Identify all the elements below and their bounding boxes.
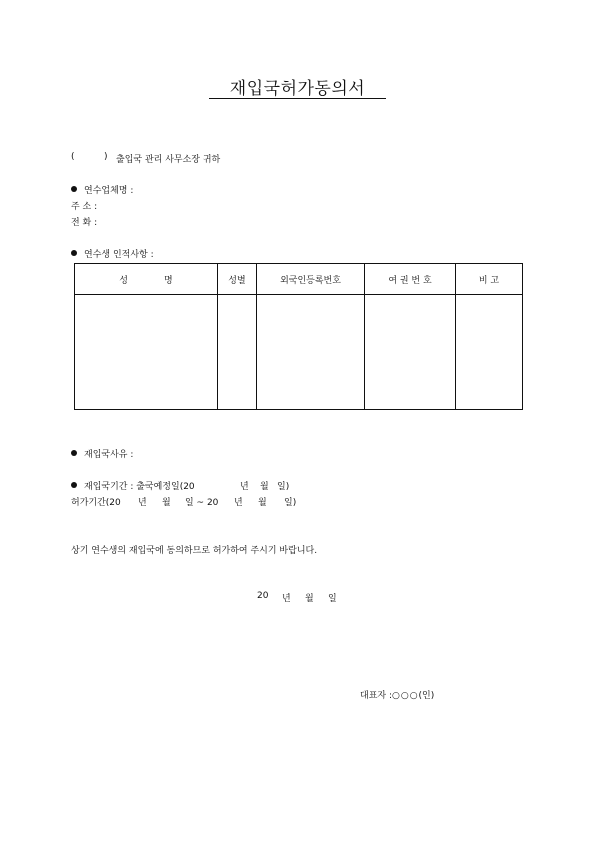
permit-month-unit-2: 월	[258, 498, 267, 508]
col-name-family: 성	[119, 275, 128, 286]
period-month-unit: 월	[260, 482, 269, 492]
date-day-unit: 일	[328, 594, 337, 604]
period-day-unit: 일)	[277, 482, 290, 492]
trainee-section-row	[71, 247, 154, 260]
reason-row	[71, 447, 133, 460]
permit-period-label: 허가기간(20	[71, 498, 121, 508]
col-alien-reg-no: 외국인등록번호	[257, 264, 365, 295]
col-passport-no: 여 권 번 호	[365, 264, 456, 295]
permit-year-unit: 년	[138, 498, 147, 508]
cell-remarks[interactable]	[456, 295, 523, 410]
cell-name[interactable]	[75, 295, 218, 410]
bullet-icon	[71, 450, 77, 456]
title-underline	[209, 98, 386, 99]
cell-alien-reg-no[interactable]	[257, 295, 365, 410]
seal-mark: (인)	[418, 691, 435, 701]
addressee-text: 출입국 관리 사무소장 귀하	[116, 155, 221, 165]
col-remarks: 비 고	[456, 264, 523, 295]
bullet-icon	[71, 186, 77, 192]
permit-day-to: 일 ~ 20	[185, 498, 219, 508]
permit-year-unit-2: 년	[234, 498, 243, 508]
period-row	[71, 479, 195, 492]
cell-gender[interactable]	[218, 295, 257, 410]
date-year-unit: 년	[282, 594, 291, 604]
addressee-paren-close: )	[104, 152, 108, 162]
addressee-paren-open: (	[71, 152, 75, 162]
permit-day-unit-2: 일)	[284, 498, 297, 508]
period-label: 재입국기간 : 출국예정일(20	[84, 482, 195, 492]
signature-name: ○○○	[391, 691, 419, 701]
company-name-label: 연수업체명 :	[84, 186, 134, 196]
bullet-icon	[71, 250, 77, 256]
col-gender: 성별	[218, 264, 257, 295]
date-month-unit: 월	[305, 594, 314, 604]
col-name-given: 명	[164, 275, 173, 286]
permit-month-unit: 월	[162, 498, 171, 508]
company-name-row	[71, 183, 133, 196]
date-year-prefix: 20	[257, 591, 269, 601]
document-title: 재입국허가동의서	[229, 79, 366, 99]
trainee-table	[74, 263, 523, 410]
period-year-unit: 년	[240, 482, 249, 492]
company-address-label: 주 소 :	[71, 202, 98, 212]
cell-passport-no[interactable]	[365, 295, 456, 410]
col-name	[75, 264, 218, 295]
table-row	[75, 295, 523, 410]
consent-statement: 상기 연수생의 재입국에 동의하므로 허가하여 주시기 바랍니다.	[71, 546, 318, 556]
signature-label: 대표자 :	[360, 691, 392, 701]
reason-label: 재입국사유 :	[84, 450, 134, 460]
bullet-icon	[71, 482, 77, 488]
signature-row	[360, 688, 434, 701]
table-header-row	[75, 264, 523, 295]
company-phone-label: 전 화 :	[71, 218, 98, 228]
trainee-section-label: 연수생 인적사항 :	[84, 250, 154, 260]
